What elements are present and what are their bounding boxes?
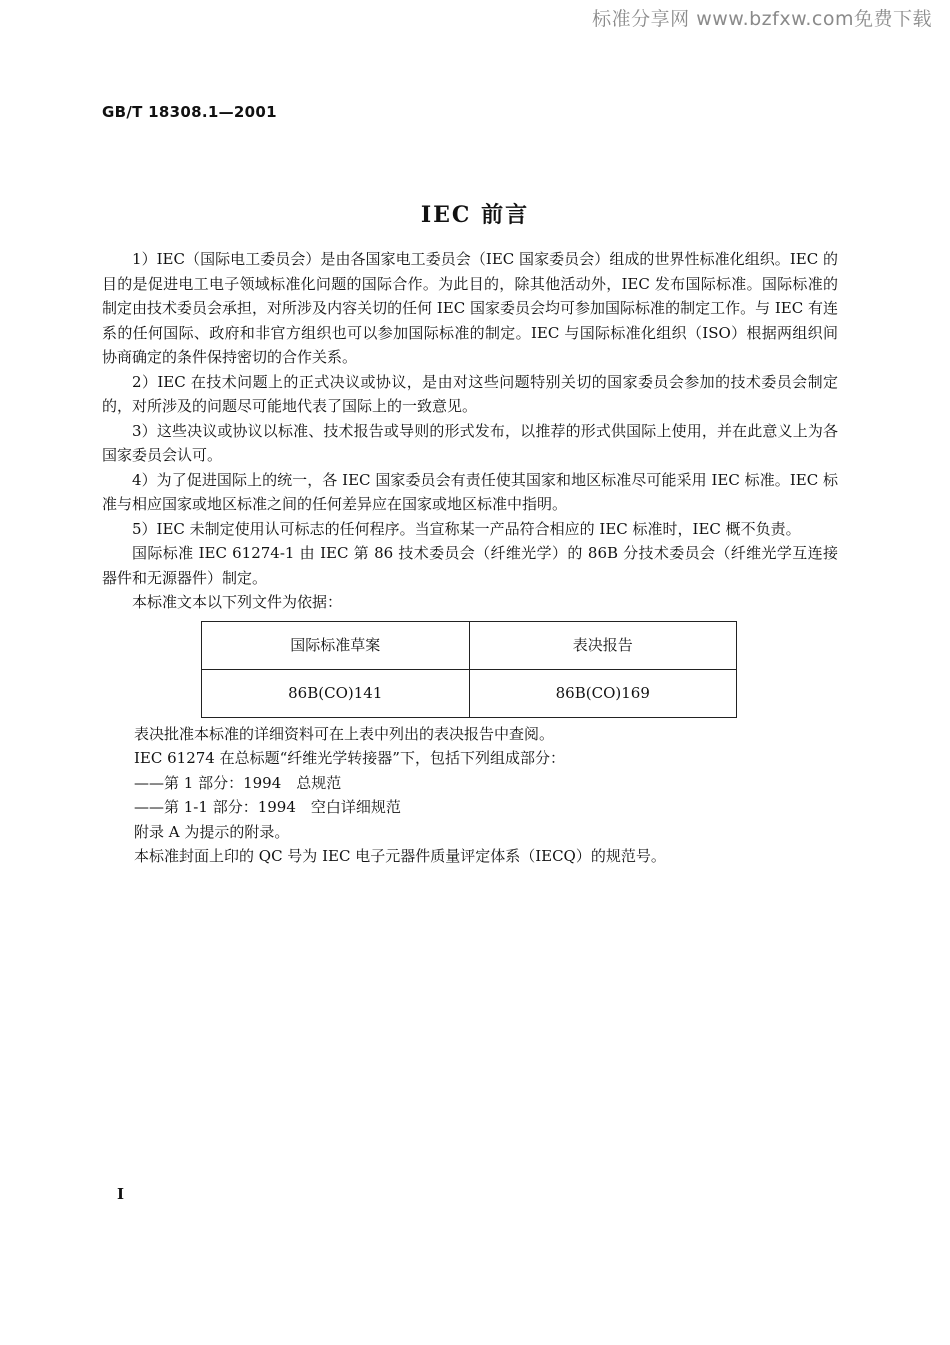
paragraph-basis: 本标准文本以下列文件为依据： <box>132 593 343 611</box>
table-row <box>202 669 737 717</box>
table-cell: 86B(CO)141 <box>202 669 470 717</box>
page-number: I <box>117 1185 125 1203</box>
paragraph-2: 2）IEC 在技术问题上的正式决议或协议，是由对这些问题特别关切的国家委员会参加的技术委员会制定的，对所涉及的问题尽可能地代表了国际上的一致意见。 <box>102 372 838 415</box>
table-header-cell: 国际标准草案 <box>202 621 470 669</box>
paragraph-1: 1）IEC（国际电工委员会）是由各国家电工委员会（IEC 国家委员会）组成的世界性标准化组织。IEC 的目的是促进电工电子领域标准化问题的国际合作。为此目的，除其他活动外，IEC 发布国际标准。国际标准的制定由技术委员会承担，对所涉及内容关切的任何 IEC 国家委员会均可参加国际标准的制定工作。与 IEC 有连系的任何国际、政府和非官方组织也可以参加国际标准的制定。IEC 与国际标准化组织（ISO）根据两组织间协商确定的条件保持密切的合作关系。 <box>102 250 838 366</box>
foreword-body <box>102 247 838 869</box>
paragraph-origin: 国际标准 IEC 61274-1 由 IEC 第 86 技术委员会（纤维光学）的 86B 分技术委员会（纤维光学互连接器件和无源器件）制定。 <box>102 544 838 587</box>
paragraph-qc-number: 本标准封面上印的 QC 号为 IEC 电子元器件质量评定体系（IECQ）的规范号。 <box>134 847 666 865</box>
table-header-row <box>202 621 737 669</box>
list-item-part-1: ——第 1 部分：1994 总规范 <box>134 773 342 792</box>
table-cell: 86B(CO)169 <box>469 669 737 717</box>
paragraph-voting-details: 表决批准本标准的详细资料可在上表中列出的表决报告中查阅。 <box>134 724 555 743</box>
page-title: IEC 前言 <box>420 202 530 228</box>
list-item-part-1-1: ——第 1-1 部分：1994 空白详细规范 <box>134 798 401 816</box>
watermark: 标准分享网 www.bzfxw.com免费下载 <box>592 8 932 30</box>
paragraph-3: 3）这些决议或协议以标准、技术报告或导则的形式发布，以推荐的形式供国际上使用，并在此意义上为各国家委员会认可。 <box>102 421 838 464</box>
documents-table <box>201 621 737 718</box>
paragraph-series: IEC 61274 在总标题“纤维光学转接器”下，包括下列组成部分： <box>134 749 565 767</box>
paragraph-annex: 附录 A 为提示的附录。 <box>134 822 290 841</box>
standard-code: GB/T 18308.1—2001 <box>102 103 277 121</box>
table-header-cell: 表决报告 <box>469 621 737 669</box>
paragraph-4: 4）为了促进国际上的统一，各 IEC 国家委员会有责任使其国家和地区标准尽可能采用 IEC 标准。IEC 标准与相应国家或地区标准之间的任何差异应在国家或地区标准中指明。 <box>102 470 838 513</box>
paragraph-5: 5）IEC 未制定使用认可标志的任何程序。当宣称某一产品符合相应的 IEC 标准时，IEC 概不负责。 <box>132 519 801 538</box>
